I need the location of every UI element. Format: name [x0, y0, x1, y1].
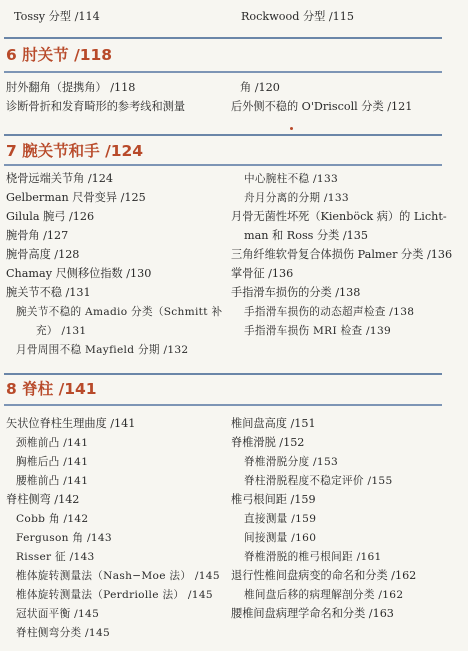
- toc-subentry[interactable]: 椎体旋转测量法（Perdriolle 法） /145: [16, 589, 213, 601]
- toc-subentry[interactable]: 手指滑车损伤 MRI 检查 /139: [244, 325, 392, 337]
- toc-subentry[interactable]: 腰椎前凸 /141: [16, 475, 89, 487]
- toc-entry[interactable]: 掌骨征 /136: [231, 267, 294, 280]
- section-rule: [4, 373, 442, 375]
- toc-entry[interactable]: 三角纤维软骨复合体损伤 Palmer 分类 /136: [231, 248, 453, 261]
- toc-entry[interactable]: 腕骨高度 /128: [6, 248, 80, 261]
- toc-subentry[interactable]: 直接测量 /159: [244, 513, 317, 525]
- toc-subentry[interactable]: 椎间盘后移的病理解剖分类 /162: [244, 589, 404, 601]
- toc-entry[interactable]: 月骨无菌性坏死（Kienböck 病）的 Licht-: [231, 210, 447, 223]
- toc-subentry[interactable]: Cobb 角 /142: [16, 513, 89, 525]
- toc-entry[interactable]: Gelberman 尺骨变异 /125: [6, 191, 146, 204]
- toc-entry[interactable]: 腕骨角 /127: [6, 229, 69, 242]
- section-rule: [4, 164, 442, 166]
- toc-subentry[interactable]: 脊椎滑脱的椎弓根间距 /161: [244, 551, 382, 563]
- toc-subentry[interactable]: Risser 征 /143: [16, 551, 95, 563]
- section-heading[interactable]: 7 腕关节和手 /124: [6, 142, 144, 160]
- toc-entry[interactable]: Tossy 分型 /114: [14, 10, 100, 23]
- toc-entry[interactable]: 椎间盘高度 /151: [231, 417, 316, 430]
- toc-subentry[interactable]: 舟月分离的分期 /133: [244, 192, 349, 204]
- toc-entry[interactable]: Chamay 尺侧移位指数 /130: [6, 267, 152, 280]
- toc-subentry[interactable]: 腕关节不稳的 Amadio 分类（Schmitt 补: [16, 306, 223, 318]
- section-heading[interactable]: 6 肘关节 /118: [6, 46, 113, 64]
- toc-subentry[interactable]: 手指滑车损伤的动态超声检查 /138: [244, 306, 415, 318]
- section-rule: [4, 71, 442, 73]
- toc-subentry[interactable]: 脊椎滑脱分度 /153: [244, 456, 339, 468]
- toc-entry[interactable]: 角 /120: [240, 81, 280, 94]
- toc-entry[interactable]: 腕关节不稳 /131: [6, 286, 91, 299]
- toc-entry[interactable]: Gilula 腕弓 /126: [6, 210, 95, 223]
- section-rule: [4, 37, 442, 39]
- toc-entry[interactable]: 退行性椎间盘病变的命名和分类 /162: [231, 569, 417, 582]
- toc-entry[interactable]: 手指滑车损伤的分类 /138: [231, 286, 361, 299]
- toc-subentry[interactable]: 间接测量 /160: [244, 532, 317, 544]
- toc-subentry[interactable]: Ferguson 角 /143: [16, 532, 112, 544]
- toc-subentry[interactable]: 颈椎前凸 /141: [16, 437, 89, 449]
- toc-entry[interactable]: 肘外翻角（提携角） /118: [6, 81, 136, 94]
- toc-entry[interactable]: 桡骨远端关节角 /124: [6, 172, 113, 185]
- toc-subentry[interactable]: 中心腕柱不稳 /133: [244, 173, 339, 185]
- ink-dot: [290, 127, 293, 130]
- toc-entry[interactable]: man 和 Ross 分类 /135: [244, 229, 369, 242]
- section-rule: [4, 134, 442, 136]
- toc-entry[interactable]: 脊柱侧弯 /142: [6, 493, 80, 506]
- toc-subentry[interactable]: 冠状面平衡 /145: [16, 608, 100, 620]
- toc-subentry[interactable]: 脊柱滑脱程度不稳定评价 /155: [244, 475, 393, 487]
- section-heading[interactable]: 8 脊柱 /141: [6, 380, 97, 398]
- toc-entry[interactable]: 矢状位脊柱生理曲度 /141: [6, 417, 136, 430]
- toc-entry[interactable]: 后外侧不稳的 O'Driscoll 分类 /121: [231, 100, 413, 113]
- toc-entry[interactable]: 椎弓根间距 /159: [231, 493, 316, 506]
- toc-entry[interactable]: 诊断骨折和发育畸形的参考线和测量: [6, 100, 186, 113]
- toc-subentry[interactable]: 胸椎后凸 /141: [16, 456, 89, 468]
- toc-subentry[interactable]: 月骨周围不稳 Mayfield 分期 /132: [16, 344, 189, 356]
- toc-subentry[interactable]: 充） /131: [36, 325, 87, 337]
- toc-entry[interactable]: 腰椎间盘病理学命名和分类 /163: [231, 607, 394, 620]
- toc-entry[interactable]: 脊椎滑脱 /152: [231, 436, 305, 449]
- toc-entry[interactable]: Rockwood 分型 /115: [241, 10, 355, 23]
- section-rule: [4, 404, 442, 406]
- toc-subentry[interactable]: 椎体旋转测量法（Nash−Moe 法） /145: [16, 570, 220, 582]
- toc-subentry[interactable]: 脊柱侧弯分类 /145: [16, 627, 111, 639]
